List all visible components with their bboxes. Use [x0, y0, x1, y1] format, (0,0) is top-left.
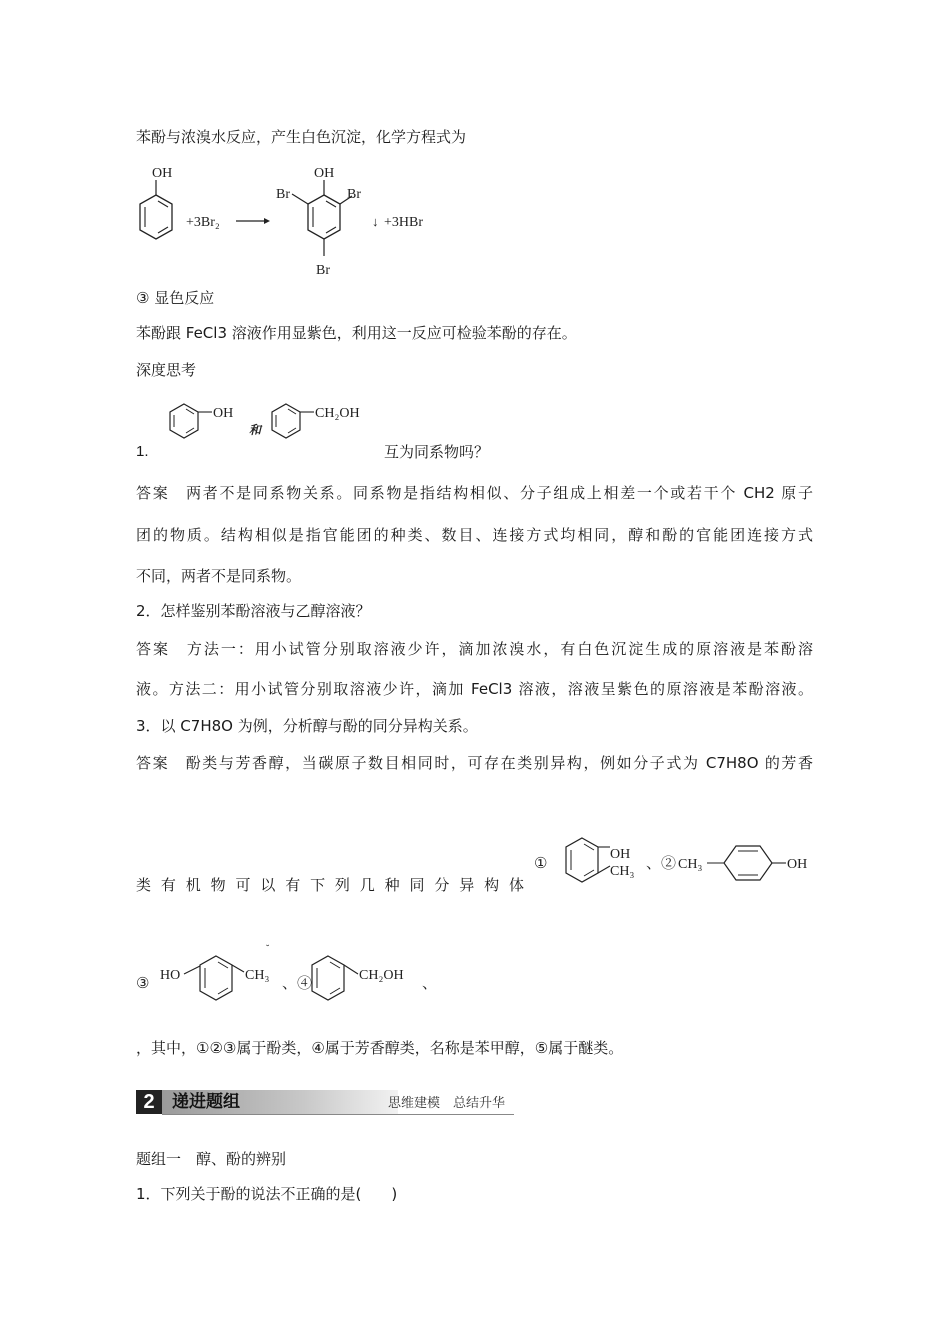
isomer4-separator: 、	[422, 976, 438, 992]
m-cresol-structure	[160, 944, 270, 1000]
isomer3-mark: ③	[136, 976, 150, 992]
q1-number: 1.	[136, 443, 149, 460]
br-bottom-label: Br	[316, 263, 330, 278]
bromination-equation	[132, 158, 452, 283]
q3-question: 3．以 C7H8O 为例，分析醇与酚的同分异构关系。	[136, 717, 478, 735]
section-title: 递进题组	[172, 1092, 240, 1112]
isomer-row-1	[530, 828, 820, 896]
phenol-structure	[140, 166, 172, 239]
reaction-arrow	[236, 218, 270, 224]
q1-answer-line-1: 答案 两者不是同系物关系。同系物是指结构相似、分子组成上相差一个或若干个 CH2 原子	[136, 484, 813, 502]
isomer1-separator: 、②	[646, 856, 677, 872]
deep-thinking-heading: 深度思考	[136, 361, 197, 379]
phenol-vs-benzyl-alcohol	[160, 398, 390, 458]
q2-answer-line-2: 液。方法二：用小试管分别取溶液少许，滴加 FeCl3 溶液，溶液呈紫色的原溶液是苯酚溶液。	[136, 680, 813, 698]
isomer3-ho-label: HO	[160, 968, 181, 983]
q3-answer-line-2: 类 有 机 物 可 以 有 下 列 几 种 同 分 异 构 体	[136, 876, 524, 894]
benzyl-alcohol-structure	[312, 956, 404, 1000]
intro-text: 苯酚与浓溴水反应，产生白色沉淀，化学方程式为	[136, 128, 467, 146]
section-banner	[136, 1088, 516, 1118]
o-cresol-structure	[566, 838, 634, 882]
q1-right-group: CH₂OH	[315, 406, 360, 421]
phenol-structure-small	[170, 404, 233, 438]
br-left-label: Br	[276, 187, 290, 202]
q1-answer-line-3: 不同，两者不是同系物。	[136, 567, 302, 585]
p-cresol-structure	[678, 846, 807, 880]
byproduct-label: +3HBr	[384, 215, 424, 230]
q1-connector: 和	[249, 423, 262, 437]
isomer1-ch3-label: CH₃	[610, 864, 635, 879]
section-number: 2	[136, 1090, 162, 1114]
isomer-row-2	[132, 940, 442, 1010]
group1-heading: 题组一 醇、酚的辨别	[136, 1150, 287, 1168]
isomer1-mark: ①	[534, 856, 548, 872]
tribromophenol-structure	[276, 166, 361, 278]
q1-left-group: OH	[213, 406, 234, 421]
isomer3-separator: 、④	[282, 976, 313, 992]
reagent-label: +3Br₂	[186, 215, 220, 230]
benzyl-alcohol-structure-small	[272, 404, 360, 438]
precipitate-arrow: ↓	[372, 214, 379, 229]
q3-answer-line-1: 答案 酚类与芳香醇，当碳原子数目相同时，可存在类别异构，例如分子式为 C7H8O 的芳香	[136, 754, 813, 772]
phenol-oh-label: OH	[152, 166, 173, 181]
isomer1-oh-label: OH	[610, 847, 631, 862]
q1-answer-line-2: 团的物质。结构相似是指官能团的种类、数目、连接方式均相同，醇和酚的官能团连接方式	[136, 526, 813, 544]
svg-text:˘: ˘	[266, 944, 270, 955]
isomer2-oh-label: OH	[787, 857, 808, 872]
group1-question-1: 1．下列关于酚的说法不正确的是( )	[136, 1185, 398, 1203]
isomer4-ch2oh-label: CH₂OH	[359, 968, 404, 983]
color-reaction-heading: ③ 显色反应	[136, 289, 215, 307]
section-subtitle: 思维建模 总结升华	[388, 1096, 506, 1111]
color-reaction-text: 苯酚跟 FeCl3 溶液作用显紫色，利用这一反应可检验苯酚的存在。	[136, 324, 577, 342]
isomer3-ch3-label: CH₃	[245, 968, 270, 983]
section-rule	[162, 1114, 514, 1115]
q2-answer-line-1: 答案 方法一：用小试管分别取溶液少许，滴加浓溴水，有白色沉淀生成的原溶液是苯酚溶	[136, 640, 813, 658]
product-oh-label: OH	[314, 166, 335, 181]
br-right-label: Br	[347, 187, 361, 202]
q3-conclusion: ，其中，①②③属于酚类，④属于芳香醇类，名称是苯甲醇，⑤属于醚类。	[136, 1039, 624, 1057]
q2-question: 2．怎样鉴别苯酚溶液与乙醇溶液？	[136, 602, 371, 620]
q1-question: 互为同系物吗？	[384, 443, 490, 461]
isomer2-ch3-label: CH₃	[678, 857, 703, 872]
